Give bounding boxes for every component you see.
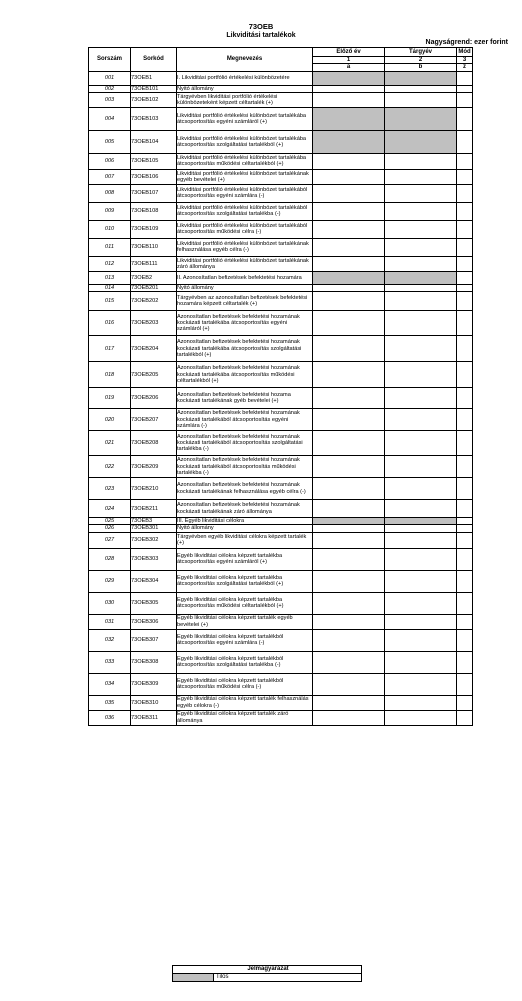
cell-targyev[interactable] bbox=[385, 456, 457, 478]
cell-elozo-ev[interactable] bbox=[313, 256, 385, 271]
col-letter: a bbox=[313, 64, 385, 71]
cell-targyev[interactable] bbox=[385, 184, 457, 202]
table-row bbox=[89, 130, 473, 153]
cell-elozo-ev[interactable] bbox=[313, 431, 385, 456]
table-row bbox=[89, 456, 473, 478]
cell-mod[interactable] bbox=[457, 130, 473, 153]
row-number: 007 bbox=[89, 169, 131, 184]
cell-elozo-ev[interactable] bbox=[313, 284, 385, 291]
cell-elozo-ev[interactable] bbox=[313, 409, 385, 431]
table-row bbox=[89, 570, 473, 592]
cell-elozo-ev[interactable] bbox=[313, 651, 385, 673]
cell-targyev[interactable] bbox=[385, 292, 457, 311]
row-code: 73OEB208 bbox=[131, 431, 177, 456]
row-number: 004 bbox=[89, 107, 131, 130]
cell-elozo-ev[interactable] bbox=[313, 614, 385, 629]
row-number: 008 bbox=[89, 184, 131, 202]
row-code: 73OEB309 bbox=[131, 673, 177, 695]
row-number: 016 bbox=[89, 311, 131, 336]
cell-mod[interactable] bbox=[457, 673, 473, 695]
col-num: 3 bbox=[457, 57, 473, 64]
table-row bbox=[89, 388, 473, 409]
cell-targyev[interactable] bbox=[385, 710, 457, 725]
cell-elozo-ev[interactable] bbox=[313, 478, 385, 500]
cell-mod[interactable] bbox=[457, 169, 473, 184]
row-name: III. Egyéb likviditási célokra bbox=[177, 518, 313, 525]
row-code: 73OEB204 bbox=[131, 336, 177, 362]
row-name: Tárgyévben likviditási portfólió értékelési különbözeteként képzett céltartalék (+) bbox=[177, 92, 313, 107]
cell-targyev[interactable] bbox=[385, 388, 457, 409]
table-row bbox=[89, 710, 473, 725]
row-code: 73OEB109 bbox=[131, 220, 177, 238]
table-row bbox=[89, 532, 473, 548]
row-code: 73OEB302 bbox=[131, 532, 177, 548]
row-number: 028 bbox=[89, 548, 131, 570]
row-number: 011 bbox=[89, 238, 131, 256]
row-number: 002 bbox=[89, 85, 131, 92]
cell-targyev[interactable] bbox=[385, 592, 457, 614]
col-letter: b bbox=[385, 64, 457, 71]
cell-elozo-ev[interactable] bbox=[313, 311, 385, 336]
row-name: Likviditási portfólió értékelési különbözet tartalékából átcsoportosítás szolgáltatási tartalékba (-) bbox=[177, 202, 313, 220]
row-number: 010 bbox=[89, 220, 131, 238]
table-row bbox=[89, 184, 473, 202]
cell-targyev[interactable] bbox=[385, 336, 457, 362]
row-number: 033 bbox=[89, 651, 131, 673]
row-number: 027 bbox=[89, 532, 131, 548]
cell-mod[interactable] bbox=[457, 431, 473, 456]
cell-elozo-ev[interactable] bbox=[313, 85, 385, 92]
cell-mod[interactable] bbox=[457, 570, 473, 592]
row-name: Egyéb likviditási célokra képzett tartalékból átcsoportosítás egyéni számlára (-) bbox=[177, 629, 313, 651]
cell-targyev[interactable] bbox=[385, 238, 457, 256]
cell-targyev bbox=[385, 130, 457, 153]
row-code: 73OEB101 bbox=[131, 85, 177, 92]
row-name: Azonosítatlan befizetések befektetési hozamának kockázati tartalékából átcsoportosítás szolgáltatási tartalékba (-) bbox=[177, 431, 313, 456]
row-number: 013 bbox=[89, 271, 131, 284]
table-row bbox=[89, 85, 473, 92]
table-row bbox=[89, 292, 473, 311]
cell-mod[interactable] bbox=[457, 525, 473, 532]
row-name: Egyéb likviditási célokra képzett tartalékba átcsoportosítás szolgáltatási tartalékból (+) bbox=[177, 570, 313, 592]
legend-title: Jelmagyarázat bbox=[173, 966, 362, 974]
cell-mod[interactable] bbox=[457, 238, 473, 256]
row-name: Nyitó állomány bbox=[177, 284, 313, 291]
row-code: 73OEB308 bbox=[131, 651, 177, 673]
cell-targyev[interactable] bbox=[385, 570, 457, 592]
table-row bbox=[89, 220, 473, 238]
col-header-targyev: Tárgyév bbox=[385, 48, 457, 57]
row-name: Likviditási portfólió értékelési különbözet tartalékába átcsoportosítás működési céltartalékból (+) bbox=[177, 153, 313, 169]
cell-targyev[interactable] bbox=[385, 284, 457, 291]
cell-mod[interactable] bbox=[457, 256, 473, 271]
table-row bbox=[89, 311, 473, 336]
row-code: 73OEB311 bbox=[131, 710, 177, 725]
cell-elozo-ev bbox=[313, 71, 385, 85]
cell-elozo-ev[interactable] bbox=[313, 570, 385, 592]
table-row bbox=[89, 629, 473, 651]
cell-targyev bbox=[385, 518, 457, 525]
cell-targyev[interactable] bbox=[385, 409, 457, 431]
row-code: 73OEB306 bbox=[131, 614, 177, 629]
row-code: 73OEB106 bbox=[131, 169, 177, 184]
row-code: 73OEB110 bbox=[131, 238, 177, 256]
row-code: 73OEB207 bbox=[131, 409, 177, 431]
row-number: 005 bbox=[89, 130, 131, 153]
row-number: 021 bbox=[89, 431, 131, 456]
cell-mod[interactable] bbox=[457, 271, 473, 284]
cell-targyev[interactable] bbox=[385, 614, 457, 629]
row-number: 023 bbox=[89, 478, 131, 500]
table-row bbox=[89, 153, 473, 169]
row-code: 73OEB103 bbox=[131, 107, 177, 130]
report-code: 73OEB bbox=[248, 22, 274, 31]
cell-elozo-ev[interactable] bbox=[313, 456, 385, 478]
cell-mod[interactable] bbox=[457, 311, 473, 336]
row-number: 015 bbox=[89, 292, 131, 311]
row-number: 022 bbox=[89, 456, 131, 478]
row-number: 012 bbox=[89, 256, 131, 271]
row-name: Likviditási portfólió értékelési különbözet tartalékának felhasználása egyéb célra (-) bbox=[177, 238, 313, 256]
row-name: Egyéb likviditási célokra képzett tartalék felhasználás egyéb célokra (-) bbox=[177, 695, 313, 710]
cell-elozo-ev[interactable] bbox=[313, 548, 385, 570]
cell-mod[interactable] bbox=[457, 336, 473, 362]
row-number: 019 bbox=[89, 388, 131, 409]
cell-mod[interactable] bbox=[457, 107, 473, 130]
cell-targyev[interactable] bbox=[385, 202, 457, 220]
row-number: 029 bbox=[89, 570, 131, 592]
table-row bbox=[89, 592, 473, 614]
table-row bbox=[89, 284, 473, 291]
row-number: 006 bbox=[89, 153, 131, 169]
row-code: 73OEB205 bbox=[131, 362, 177, 388]
cell-targyev[interactable] bbox=[385, 525, 457, 532]
col-letter: z bbox=[457, 64, 473, 71]
table-row bbox=[89, 548, 473, 570]
row-code: 73OEB305 bbox=[131, 592, 177, 614]
row-name: Azonosítatlan befizetések befektetési hozama kockázati tartalékának gyéb bevételei (+) bbox=[177, 388, 313, 409]
row-number: 036 bbox=[89, 710, 131, 725]
row-code: 73OEB107 bbox=[131, 184, 177, 202]
cell-targyev[interactable] bbox=[385, 695, 457, 710]
row-code: 73OEB209 bbox=[131, 456, 177, 478]
row-number: 030 bbox=[89, 592, 131, 614]
table-row bbox=[89, 431, 473, 456]
row-name: Egyéb likviditási célokra képzett tartalékból átcsoportosítás szolgáltatási tartalékba (-) bbox=[177, 651, 313, 673]
legend-item-label: Tilos bbox=[214, 974, 362, 982]
row-number: 025 bbox=[89, 518, 131, 525]
cell-targyev[interactable] bbox=[385, 153, 457, 169]
col-num: 2 bbox=[385, 57, 457, 64]
table-row bbox=[89, 256, 473, 271]
row-code: 73OEB310 bbox=[131, 695, 177, 710]
table-row bbox=[89, 271, 473, 284]
row-code: 73OEB201 bbox=[131, 284, 177, 291]
row-code: 73OEB303 bbox=[131, 548, 177, 570]
row-number: 014 bbox=[89, 284, 131, 291]
row-number: 001 bbox=[89, 71, 131, 85]
row-number: 003 bbox=[89, 92, 131, 107]
cell-elozo-ev[interactable] bbox=[313, 710, 385, 725]
row-number: 020 bbox=[89, 409, 131, 431]
cell-targyev[interactable] bbox=[385, 311, 457, 336]
cell-elozo-ev[interactable] bbox=[313, 202, 385, 220]
cell-mod[interactable] bbox=[457, 478, 473, 500]
table-row bbox=[89, 238, 473, 256]
table-row bbox=[89, 518, 473, 525]
row-number: 035 bbox=[89, 695, 131, 710]
row-name: Likviditási portfólió értékelési különbözet tartalékába átcsoportosítás szolgáltatási tartalékból (+) bbox=[177, 130, 313, 153]
table-row bbox=[89, 500, 473, 518]
col-header-mod: Mód bbox=[458, 48, 471, 55]
row-code: 73OEB301 bbox=[131, 525, 177, 532]
table-row bbox=[89, 478, 473, 500]
row-name: Nyitó állomány bbox=[177, 525, 313, 532]
cell-elozo-ev[interactable] bbox=[313, 629, 385, 651]
row-number: 031 bbox=[89, 614, 131, 629]
row-name: Egyéb likviditási célokra képzett tartalékba átcsoportosítás egyéni számláról (+) bbox=[177, 548, 313, 570]
row-name: Azonosítatlan befizetések befektetési hozamának kockázati tartalékába átcsoportosítás működési céltartalékból (+) bbox=[177, 362, 313, 388]
cell-elozo-ev[interactable] bbox=[313, 388, 385, 409]
cell-elozo-ev bbox=[313, 130, 385, 153]
report-name: Likviditási tartalékok bbox=[226, 32, 296, 39]
cell-targyev[interactable] bbox=[385, 478, 457, 500]
cell-elozo-ev bbox=[313, 271, 385, 284]
row-name: Azonosítatlan befizetések befektetési hozamának kockázati tartalékába átcsoportosítás egyéni számláról (+) bbox=[177, 311, 313, 336]
table-row bbox=[89, 673, 473, 695]
row-name: Tárgyévben az azonosítatlan befizetések befektetési hozamára képzett céltartalék (+) bbox=[177, 292, 313, 311]
table-row bbox=[89, 92, 473, 107]
table-row bbox=[89, 651, 473, 673]
data-table bbox=[88, 47, 473, 726]
cell-mod[interactable] bbox=[457, 695, 473, 710]
table-row bbox=[89, 362, 473, 388]
row-code: 73OEB102 bbox=[131, 92, 177, 107]
row-number: 032 bbox=[89, 629, 131, 651]
table-row bbox=[89, 409, 473, 431]
row-code: 73OEB104 bbox=[131, 130, 177, 153]
row-number: 018 bbox=[89, 362, 131, 388]
cell-targyev[interactable] bbox=[385, 220, 457, 238]
row-name: Likviditási portfólió értékelési különbözet tartalékának egyéb bevételei (+) bbox=[177, 169, 313, 184]
cell-targyev[interactable] bbox=[385, 500, 457, 518]
cell-mod[interactable] bbox=[457, 284, 473, 291]
table-row bbox=[89, 336, 473, 362]
cell-elozo-ev[interactable] bbox=[313, 336, 385, 362]
cell-elozo-ev[interactable] bbox=[313, 92, 385, 107]
col-header-elozo-ev: Előző év bbox=[313, 48, 385, 57]
cell-mod[interactable] bbox=[457, 710, 473, 725]
row-name: Azonosítatlan befizetések befektetési hozamának kockázati tartalékának felhasználása egyéb célra (-) bbox=[177, 478, 313, 500]
row-number: 034 bbox=[89, 673, 131, 695]
cell-mod[interactable] bbox=[457, 153, 473, 169]
table-row bbox=[89, 525, 473, 532]
legend-gray-swatch bbox=[173, 974, 214, 982]
col-header-sorszam: Sorszám bbox=[89, 48, 131, 72]
cell-mod[interactable] bbox=[457, 518, 473, 525]
row-code: 73OEB108 bbox=[131, 202, 177, 220]
cell-mod[interactable] bbox=[457, 85, 473, 92]
cell-elozo-ev[interactable] bbox=[313, 169, 385, 184]
cell-mod[interactable] bbox=[457, 456, 473, 478]
cell-mod[interactable] bbox=[457, 184, 473, 202]
row-code: 73OEB1 bbox=[131, 71, 177, 85]
cell-elozo-ev[interactable] bbox=[313, 292, 385, 311]
row-code: 73OEB3 bbox=[131, 518, 177, 525]
cell-elozo-ev[interactable] bbox=[313, 525, 385, 532]
row-name: Azonosítatlan befizetések befektetési hozamának kockázati tartalékából átcsoportosítás működési tartalékba (-) bbox=[177, 456, 313, 478]
cell-targyev[interactable] bbox=[385, 532, 457, 548]
cell-elozo-ev[interactable] bbox=[313, 220, 385, 238]
cell-elozo-ev[interactable] bbox=[313, 184, 385, 202]
cell-targyev[interactable] bbox=[385, 85, 457, 92]
row-number: 009 bbox=[89, 202, 131, 220]
row-code: 73OEB211 bbox=[131, 500, 177, 518]
row-number: 024 bbox=[89, 500, 131, 518]
table-row bbox=[89, 107, 473, 130]
cell-mod[interactable] bbox=[457, 362, 473, 388]
table-row bbox=[89, 614, 473, 629]
cell-targyev[interactable] bbox=[385, 169, 457, 184]
cell-elozo-ev[interactable] bbox=[313, 153, 385, 169]
col-header-megnevezes: Megnevezés bbox=[177, 48, 313, 72]
report-title bbox=[0, 22, 522, 40]
cell-targyev[interactable] bbox=[385, 362, 457, 388]
cell-mod[interactable] bbox=[457, 592, 473, 614]
row-name: Azonosítatlan befizetések befektetési hozamának kockázati tartalékából átcsoportosítás egyéni számlára (-) bbox=[177, 409, 313, 431]
table-row bbox=[89, 695, 473, 710]
row-name: II. Azonosítatlan befizetések befektetési hozamára bbox=[177, 271, 313, 284]
cell-mod[interactable] bbox=[457, 614, 473, 629]
row-name: Tárgyévben egyéb likviditási célokra képzett tartalék (+) bbox=[177, 532, 313, 548]
row-name: Azonosítatlan befizetések befektetési hozamának kockázati tartalékába átcsoportosítás szolgáltatási tartalékból (+) bbox=[177, 336, 313, 362]
cell-mod[interactable] bbox=[457, 651, 473, 673]
col-header-sorkod: Sorkód bbox=[131, 48, 177, 72]
cell-mod[interactable] bbox=[457, 220, 473, 238]
row-name: Egyéb likviditási célokra képzett tartalékba átcsoportosítás működési céltartalékból (+) bbox=[177, 592, 313, 614]
cell-targyev bbox=[385, 271, 457, 284]
row-code: 73OEB202 bbox=[131, 292, 177, 311]
row-name: Likviditási portfólió értékelési különbözet tartalékának záró állománya bbox=[177, 256, 313, 271]
cell-mod[interactable] bbox=[457, 500, 473, 518]
row-name: Nyitó állomány bbox=[177, 85, 313, 92]
cell-elozo-ev[interactable] bbox=[313, 362, 385, 388]
row-name: I. Likviditási portfólió értékelési különbözetére bbox=[177, 71, 313, 85]
cell-mod[interactable] bbox=[457, 202, 473, 220]
cell-elozo-ev[interactable] bbox=[313, 532, 385, 548]
row-code: 73OEB307 bbox=[131, 629, 177, 651]
row-name: Egyéb likviditási célokra képzett tartalék egyéb bevételei (+) bbox=[177, 614, 313, 629]
row-name: Egyéb likviditási célokra képzett tartalék záró állománya bbox=[177, 710, 313, 725]
row-name: Egyéb likviditási célokra képzett tartalékból átcsoportosítás működési célra (-) bbox=[177, 673, 313, 695]
cell-elozo-ev bbox=[313, 518, 385, 525]
cell-elozo-ev[interactable] bbox=[313, 592, 385, 614]
table-row bbox=[89, 71, 473, 85]
cell-mod[interactable] bbox=[457, 388, 473, 409]
row-code: 73OEB105 bbox=[131, 153, 177, 169]
legend bbox=[172, 965, 362, 982]
cell-targyev bbox=[385, 71, 457, 85]
cell-targyev[interactable] bbox=[385, 548, 457, 570]
row-name: Azonosítatlan befizetések befektetési hozamának kockázati tartalékának záró állománya bbox=[177, 500, 313, 518]
row-name: Likviditási portfólió értékelési különbözet tartalékából átcsoportosítás működési célra (-) bbox=[177, 220, 313, 238]
table-row bbox=[89, 169, 473, 184]
cell-elozo-ev[interactable] bbox=[313, 500, 385, 518]
cell-targyev[interactable] bbox=[385, 629, 457, 651]
row-number: 017 bbox=[89, 336, 131, 362]
cell-targyev[interactable] bbox=[385, 651, 457, 673]
cell-mod[interactable] bbox=[457, 548, 473, 570]
row-code: 73OEB111 bbox=[131, 256, 177, 271]
cell-targyev[interactable] bbox=[385, 92, 457, 107]
cell-mod[interactable] bbox=[457, 71, 473, 85]
cell-mod[interactable] bbox=[457, 92, 473, 107]
row-code: 73OEB203 bbox=[131, 311, 177, 336]
cell-elozo-ev[interactable] bbox=[313, 695, 385, 710]
cell-elozo-ev bbox=[313, 107, 385, 130]
row-name: Likviditási portfólió értékelési különbözet tartalékába átcsoportosítás egyéni számláról (+) bbox=[177, 107, 313, 130]
row-name: Likviditási portfólió értékelési különbözet tartalékából átcsoportosítás egyéni számlára (-) bbox=[177, 184, 313, 202]
cell-targyev[interactable] bbox=[385, 256, 457, 271]
cell-mod[interactable] bbox=[457, 629, 473, 651]
row-code: 73OEB304 bbox=[131, 570, 177, 592]
cell-targyev[interactable] bbox=[385, 431, 457, 456]
cell-mod[interactable] bbox=[457, 532, 473, 548]
cell-elozo-ev[interactable] bbox=[313, 238, 385, 256]
cell-targyev[interactable] bbox=[385, 673, 457, 695]
cell-elozo-ev[interactable] bbox=[313, 673, 385, 695]
row-code: 73OEB2 bbox=[131, 271, 177, 284]
cell-targyev bbox=[385, 107, 457, 130]
unit-label: Nagyságrend: ezer forint bbox=[425, 39, 508, 46]
table-row bbox=[89, 202, 473, 220]
row-number: 026 bbox=[89, 525, 131, 532]
row-code: 73OEB206 bbox=[131, 388, 177, 409]
row-code: 73OEB210 bbox=[131, 478, 177, 500]
cell-mod[interactable] bbox=[457, 292, 473, 311]
col-num: 1 bbox=[313, 57, 385, 64]
cell-mod[interactable] bbox=[457, 409, 473, 431]
